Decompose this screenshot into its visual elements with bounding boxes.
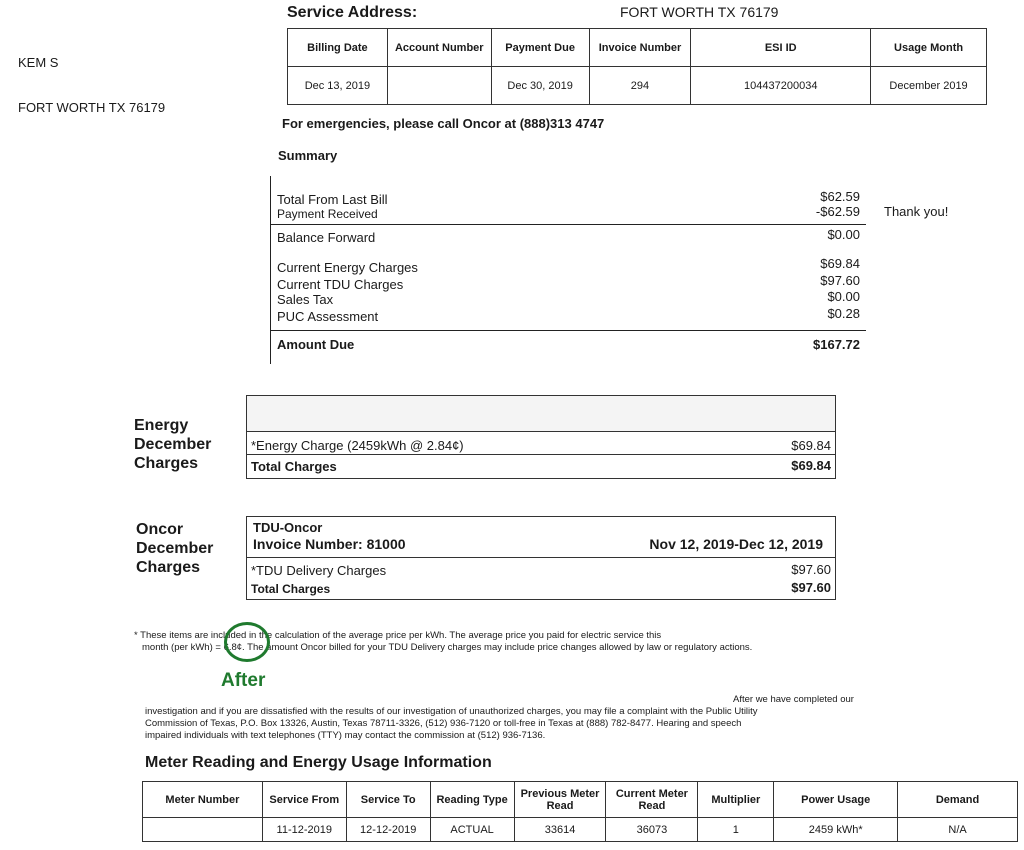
meter-header-service-to: Service To [346,782,430,818]
sales-tax-amount: $0.00 [827,289,860,304]
header-invoice-number: Invoice Number [589,29,691,67]
footnote-line2: month (per kWh) = 6.8¢. The amount Oncor billed for your TDU Delivery charges may include price changes allowed by law or regulatory actions. [142,642,753,653]
meter-cell-service-from: 11-12-2019 [262,818,346,842]
energy-charges-amount: $69.84 [820,256,860,271]
summary-left-rule [270,176,271,364]
oncor-total-amount: $97.60 [791,580,831,595]
service-address-label: Service Address: [287,4,418,21]
thank-you-text: Thank you! [884,204,949,219]
energy-heading-line3: Charges [134,455,199,472]
balance-forward-label: Balance Forward [277,230,376,245]
sales-tax-label: Sales Tax [277,292,334,307]
meter-header-service-from: Service From [262,782,346,818]
oncor-heading [136,520,213,577]
energy-total-divider [247,454,835,455]
tdu-charges-amount: $97.60 [820,273,860,288]
oncor-heading-line2: December [136,540,214,557]
oncor-billing-period: Nov 12, 2019-Dec 12, 2019 [649,536,823,552]
tdu-delivery-amount: $97.60 [791,562,831,577]
meter-header-current-read: Current Meter Read [606,782,698,818]
complaint-line2: Commission of Texas, P.O. Box 13326, Austin, Texas 78711-3326, (512) 936-7120 or toll-free in Texas at (888) 782-8477. Hearing and speech [145,718,742,729]
meter-cell-current-read: 36073 [606,818,698,842]
oncor-charges-box [246,516,836,600]
oncor-heading-line3: Charges [136,559,201,576]
energy-total-label: Total Charges [251,459,337,474]
puc-assessment-amount: $0.28 [827,306,860,321]
header-usage-month: Usage Month [871,29,987,67]
energy-charge-line-amount: $69.84 [791,438,831,453]
customer-city: FORT WORTH TX 76179 [18,100,166,115]
oncor-invoice-number: Invoice Number: 81000 [253,536,406,552]
header-account-number: Account Number [387,29,491,67]
total-last-bill-amount: $62.59 [820,189,860,204]
payment-received-amount: -$62.59 [815,204,860,219]
energy-heading-line1: Energy [134,417,189,434]
meter-cell-reading-type: ACTUAL [430,818,514,842]
energy-charges-label: Current Energy Charges [277,260,418,275]
meter-cell-previous-read: 33614 [514,818,606,842]
balance-forward-amount: $0.00 [827,227,860,242]
complaint-line0: After we have completed our [733,694,854,705]
oncor-total-label: Total Charges [251,582,331,596]
amount-due-amount: $167.72 [813,337,860,352]
meter-header-multiplier: Multiplier [698,782,774,818]
after-annotation: After [221,670,266,691]
cell-billing-date: Dec 13, 2019 [288,67,388,105]
total-last-bill-label: Total From Last Bill [277,192,388,207]
emergency-notice: For emergencies, please call Oncor at (888)313 4747 [282,116,605,131]
complaint-line3: impaired individuals with text telephones (TTY) may contact the commission at (512) 936-7136. [145,730,546,741]
puc-assessment-label: PUC Assessment [277,309,379,324]
cell-esi-id: 104437200034 [691,67,871,105]
oncor-heading-line1: Oncor [136,521,184,538]
customer-name: KEM S [18,55,59,70]
energy-box-header [247,396,835,432]
annotation-circle [224,622,270,662]
energy-heading [134,416,211,473]
header-billing-date: Billing Date [288,29,388,67]
meter-cell-power-usage: 2459 kWh* [774,818,898,842]
meter-header-reading-type: Reading Type [430,782,514,818]
footnote-line1: * These items are included in the calculation of the average price per kWh. The average price you paid for electric service this [134,630,662,641]
amount-due-label: Amount Due [277,337,355,352]
header-esi-id: ESI ID [691,29,871,67]
meter-header-number: Meter Number [143,782,263,818]
oncor-header-divider [247,557,835,558]
meter-cell-number [143,818,263,842]
energy-charge-line-label: *Energy Charge (2459kWh @ 2.84¢) [251,438,464,453]
meter-section-title: Meter Reading and Energy Usage Information [145,754,492,771]
meter-header-demand: Demand [898,782,1018,818]
summary-title: Summary [278,148,338,163]
summary-divider [270,224,866,225]
meter-cell-demand: N/A [898,818,1018,842]
meter-header-previous-read: Previous Meter Read [514,782,606,818]
tdu-charges-label: Current TDU Charges [277,277,404,292]
energy-heading-line2: December [134,436,212,453]
meter-cell-service-to: 12-12-2019 [346,818,430,842]
cell-usage-month: December 2019 [871,67,987,105]
service-address-city: FORT WORTH TX 76179 [620,4,779,20]
amount-due-divider [270,330,866,331]
meter-cell-multiplier: 1 [698,818,774,842]
tdu-delivery-label: *TDU Delivery Charges [251,563,387,578]
cell-account-number [387,67,491,105]
meter-header-power-usage: Power Usage [774,782,898,818]
cell-invoice-number: 294 [589,67,691,105]
payment-received-label: Payment Received [277,207,378,221]
tdu-oncor-title: TDU-Oncor [253,520,323,535]
billing-info-table [287,28,987,105]
energy-charges-box [246,395,836,479]
energy-total-amount: $69.84 [791,458,831,473]
cell-payment-due: Dec 30, 2019 [491,67,589,105]
meter-table [142,781,1018,842]
header-payment-due: Payment Due [491,29,589,67]
complaint-line1: investigation and if you are dissatisfied with the results of our investigation of unauthorized charges, you may file a complaint with the Public Utility [145,706,758,717]
